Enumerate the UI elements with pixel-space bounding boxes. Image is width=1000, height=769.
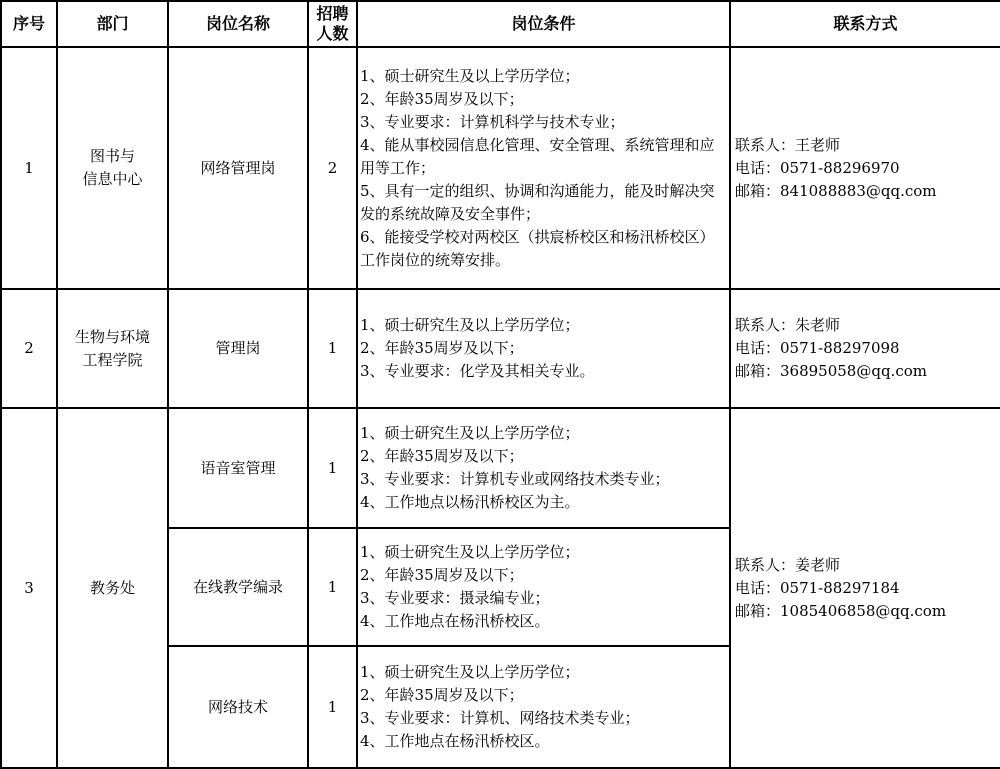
count-cell: 1 [308,646,357,768]
table-row [1,289,1000,408]
condition-line: 3、专业要求：化学及其相关专业。 [360,362,595,380]
condition-line: 2、年龄35周岁及以下； [360,566,524,584]
condition-line: 3、专业要求：摄录编专业； [360,589,550,607]
conditions-cell [357,289,730,408]
conditions-cell [357,646,730,768]
contact-cell [730,408,1000,768]
position-cell: 在线教学编录 [168,528,308,646]
condition-line: 4、能从事校园信息化管理、安全管理、系统管理和应用等工作； [360,135,715,177]
contact-person: 联系人：朱老师 [735,316,841,334]
conditions-cell [357,408,730,528]
condition-line: 1、硕士研究生及以上学历学位； [360,424,580,442]
condition-line: 5、具有一定的组织、协调和沟通能力，能及时解决突发的系统故障及安全事件； [360,181,715,223]
condition-line: 2、年龄35周岁及以下； [360,447,524,465]
contact-cell [730,289,1000,408]
condition-line: 4、工作地点在杨汛桥校区。 [360,612,550,630]
condition-line: 1、硕士研究生及以上学历学位； [360,316,580,334]
condition-line: 4、工作地点以杨汛桥校区为主。 [360,493,580,511]
table-row [1,47,1000,289]
position-cell: 网络管理岗 [168,47,308,289]
position-cell: 管理岗 [168,289,308,408]
count-cell: 1 [308,408,357,528]
condition-line: 2、年龄35周岁及以下； [360,339,524,357]
dept-cell: 教务处 [57,408,168,768]
condition-line: 2、年龄35周岁及以下； [360,686,524,704]
seq-cell: 1 [1,47,57,289]
conditions-cell [357,47,730,289]
condition-line: 2、年龄35周岁及以下； [360,89,524,108]
header-position: 岗位名称 [168,1,308,47]
contact-email: 邮箱：841088883@qq.com [735,181,937,200]
condition-line: 6、能接受学校对两校区（拱宸桥校区和杨汛桥校区）工作岗位的统筹安排。 [360,227,715,269]
contact-email: 邮箱：1085406858@qq.com [735,601,947,620]
contact-email: 邮箱：36895058@qq.com [735,362,927,380]
condition-line: 3、专业要求：计算机、网络技术类专业； [360,709,640,727]
count-cell: 1 [308,528,357,646]
contact-phone: 电话：0571-88296970 [735,158,900,177]
header-conditions: 岗位条件 [357,1,730,47]
contact-person: 联系人：姜老师 [735,555,841,574]
condition-line: 1、硕士研究生及以上学历学位； [360,663,580,681]
contact-phone: 电话：0571-88297184 [735,578,900,597]
condition-line: 1、硕士研究生及以上学历学位； [360,66,580,85]
contact-cell [730,47,1000,289]
seq-cell: 2 [1,289,57,408]
header-count: 招聘 人数 [308,1,357,47]
header-row [1,1,1000,47]
dept-cell: 图书与 信息中心 [57,47,168,289]
position-cell: 网络技术 [168,646,308,768]
header-dept: 部门 [57,1,168,47]
contact-phone: 电话：0571-88297098 [735,339,900,357]
position-cell: 语音室管理 [168,408,308,528]
condition-line: 1、硕士研究生及以上学历学位； [360,543,580,561]
condition-line: 3、专业要求：计算机科学与技术专业； [360,112,625,131]
condition-line: 3、专业要求：计算机专业或网络技术类专业； [360,470,670,488]
header-contact: 联系方式 [730,1,1000,47]
table-row [1,408,1000,528]
conditions-cell [357,528,730,646]
condition-line: 4、工作地点在杨汛桥校区。 [360,732,550,750]
count-cell: 1 [308,289,357,408]
seq-cell: 3 [1,408,57,768]
header-seq: 序号 [1,1,57,47]
dept-cell: 生物与环境 工程学院 [57,289,168,408]
count-cell: 2 [308,47,357,289]
contact-person: 联系人：王老师 [735,135,841,154]
